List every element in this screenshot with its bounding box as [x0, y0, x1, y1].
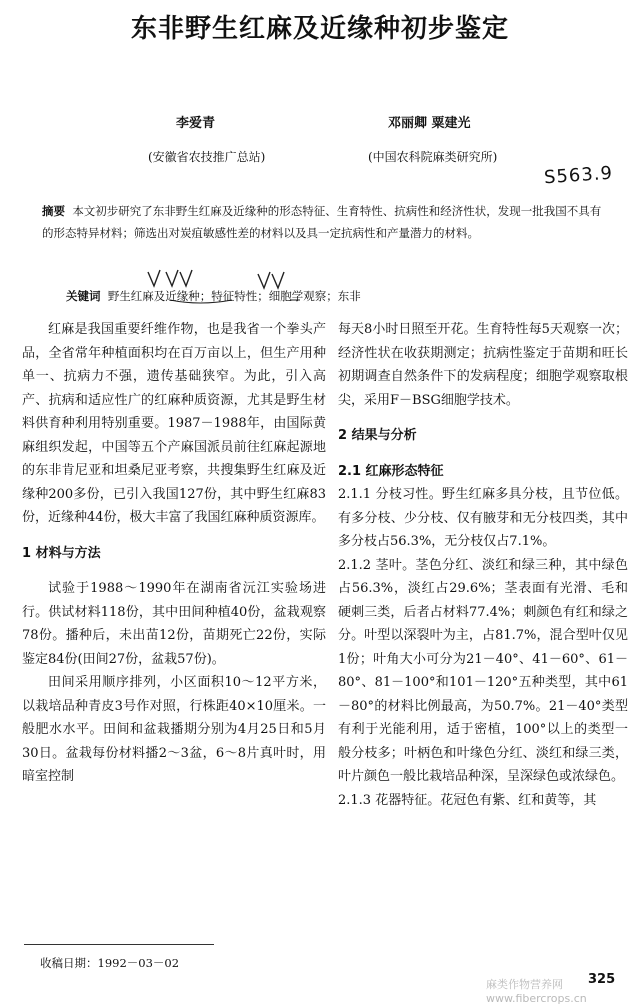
keywords-label: 关键词	[66, 289, 101, 303]
section-heading-materials-methods: 1 材料与方法	[22, 545, 101, 561]
abstract-label: 摘要	[42, 204, 65, 218]
methods-paragraph-2: 田间采用顺序排列，小区面积10～12平方米，以栽培品种青皮3号作对照，行株距40×10厘米。一般肥水水平。田间和盆栽播期分别为4月25日和5月30日。盆栽每份材料播2～3盆，6～8片真叶时，用暗室控制	[22, 675, 326, 784]
subsection-heading-morphology: 2.1 红麻形态特征	[338, 463, 444, 479]
received-date: 收稿日期：1992－03－02	[40, 956, 180, 970]
watermark: 麻类作物营养网 www.fibercrops.cn	[486, 978, 587, 1005]
affiliation-left: (安徽省农技推广总站)	[148, 150, 266, 164]
keywords-text: 野生红麻及近缘种；特征特性；细胞学观察；东非	[107, 289, 361, 303]
flower-paragraph: 2.1.3 花器特征。花冠色有紫、红和黄等，其	[338, 792, 597, 808]
handwritten-classification-code: S563.9	[543, 162, 614, 189]
methods-paragraph-1: 试验于1988～1990年在湖南省沅江实验场进行。供试材料118份，其中田间种植40份，盆栽观察78份。播种后，未出苗12份，苗期死亡22份，实际鉴定84份(田间27份，盆栽57份)。	[22, 581, 326, 667]
author-right: 邓丽卿 粟建光	[388, 116, 471, 131]
abstract	[42, 200, 602, 244]
affiliation-right: (中国农科院麻类研究所)	[368, 150, 498, 164]
section-heading-results: 2 结果与分析	[338, 428, 417, 443]
branching-paragraph: 2.1.1 分枝习性。野生红麻多具分枝，且节位低。有多分枝、少分枝、仅有腋芽和无分枝四类，其中多分枝占56.3%，无分枝仅占7.1%。	[338, 487, 628, 549]
abstract-text: 本文初步研究了东非野生红麻及近缘种的形态特征、生育特性、抗病性和经济性状，发现一批我国不具有的形态特异材料；筛选出对炭疽敏感性差的材料以及具一定抗病性和产量潜力的材料。	[42, 204, 602, 240]
left-column	[22, 318, 326, 789]
keywords	[66, 288, 361, 304]
intro-paragraph: 红麻是我国重要纤维作物，也是我省一个拳头产品，全省常年种植面积均在百万亩以上，但生产用种单一、抗病力不强，遗传基础狭窄。为此，引入高产、抗病和适应性广的红麻种质资源，尤其是野生材料供育种利用特别重要。1987－1988年，由国际黄麻组织发起，中国等五个产麻国派员前往红麻起源地的东非肯尼亚和坦桑尼亚考察，共搜集野生红麻及近缘种200多份，已引入我国127份，其中野生红麻83份，近缘种44份，极大丰富了我国红麻种质资源库。	[22, 322, 326, 525]
page-title: 东非野生红麻及近缘种初步鉴定	[130, 14, 509, 44]
stem-leaf-paragraph: 2.1.2 茎叶。茎色分红、淡红和绿三种，其中绿色占56.3%，淡红占29.6%；茎表面有光滑、毛和硬刺三类，后者占材料77.4%；刺颜色有红和绿之分。叶型以深裂叶为主，占81.7%，混合型叶仅见1份；叶角大小可分为21－40°、41－60°、61－80°、81－100°和101－120°五种类型，其中61－80°的材料比例最高，为50.7%。21－40°类型有利于光能利用，适于密植，100°以上的类型一般分枝多；叶柄色和叶缘色分红、淡红和绿三类，叶片颜色一般比栽培品种深，呈深绿色或浓绿色。	[338, 557, 628, 784]
methods-paragraph-continued: 每天8小时日照至开花。生育特性每5天观察一次；经济性状在收获期测定；抗病性鉴定于苗期和旺长初期调查自然条件下的发病程度；细胞学观察取根尖，采用F－BSG细胞学技术。	[338, 322, 628, 408]
right-column	[338, 318, 628, 812]
author-left: 李爱青	[176, 116, 216, 131]
page-number: 325	[588, 972, 616, 987]
footnote-divider	[24, 944, 214, 945]
